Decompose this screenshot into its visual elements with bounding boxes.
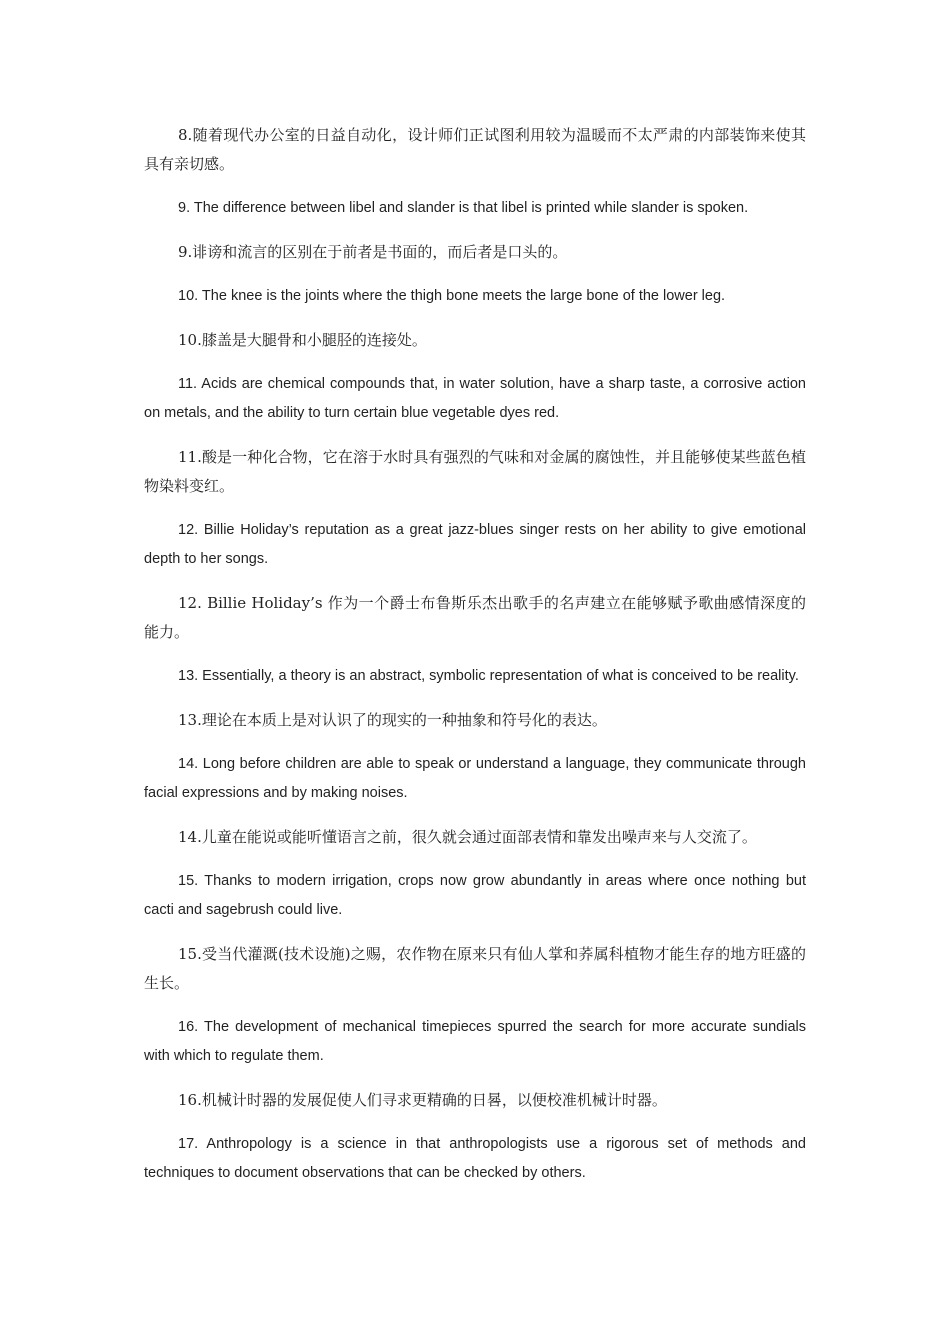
paragraph: 15.受当代灌溉(技术设施)之赐，农作物在原来只有仙人掌和荞属科植物才能生存的地方旺盛的生长。 [144,945,806,992]
paragraph: 9.诽谤和流言的区别在于前者是书面的，而后者是口头的。 [178,243,568,261]
paragraph: 16. The development of mechanical timepieces spurred the search for more accurate sundials with which to regulate them. [144,1019,806,1064]
paragraph: 10. The knee is the joints where the thigh bone meets the large bone of the lower leg. [178,288,726,304]
paragraph: 11. Acids are chemical compounds that, in water solution, have a sharp taste, a corrosive action on metals, and the ability to turn certain blue vegetable dyes red. [144,376,806,421]
paragraph: 10.膝盖是大腿骨和小腿胫的连接处。 [178,331,427,349]
paragraph: 13.理论在本质上是对认识了的现实的一种抽象和符号化的表达。 [178,711,607,729]
paragraph: 8.随着现代办公室的日益自动化，设计师们正试图利用较为温暖而不太严肃的内部装饰来使其具有亲切感。 [144,126,806,173]
paragraph: 12. Billie Holiday’s reputation as a great jazz-blues singer rests on her ability to give emotional depth to her songs. [144,522,806,567]
paragraph: 15. Thanks to modern irrigation, crops now grow abundantly in areas where once nothing but cacti and sagebrush could live. [144,873,806,918]
paragraph: 9. The difference between libel and slander is that libel is printed while slander is spoken. [178,200,749,216]
paragraph: 17. Anthropology is a science in that anthropologists use a rigorous set of methods and techniques to document observations that can be checked by others. [144,1136,806,1181]
paragraph: 12. Billie Holiday’s 作为一个爵士布鲁斯乐杰出歌手的名声建立在能够赋予歌曲感情深度的能力。 [144,594,806,641]
paragraph: 16.机械计时器的发展促使人们寻求更精确的日晷，以便校准机械计时器。 [178,1091,667,1109]
paragraph: 11.酸是一种化合物，它在溶于水时具有强烈的气味和对金属的腐蚀性，并且能够使某些蓝色植物染料变红。 [144,448,806,495]
paragraph: 14. Long before children are able to speak or understand a language, they communicate through facial expressions and by making noises. [144,756,806,801]
document-body [144,121,806,1203]
paragraph: 14.儿童在能说或能听懂语言之前，很久就会通过面部表情和靠发出噪声来与人交流了。 [178,828,757,846]
paragraph: 13. Essentially, a theory is an abstract, symbolic representation of what is conceived to be reality. [178,668,799,684]
